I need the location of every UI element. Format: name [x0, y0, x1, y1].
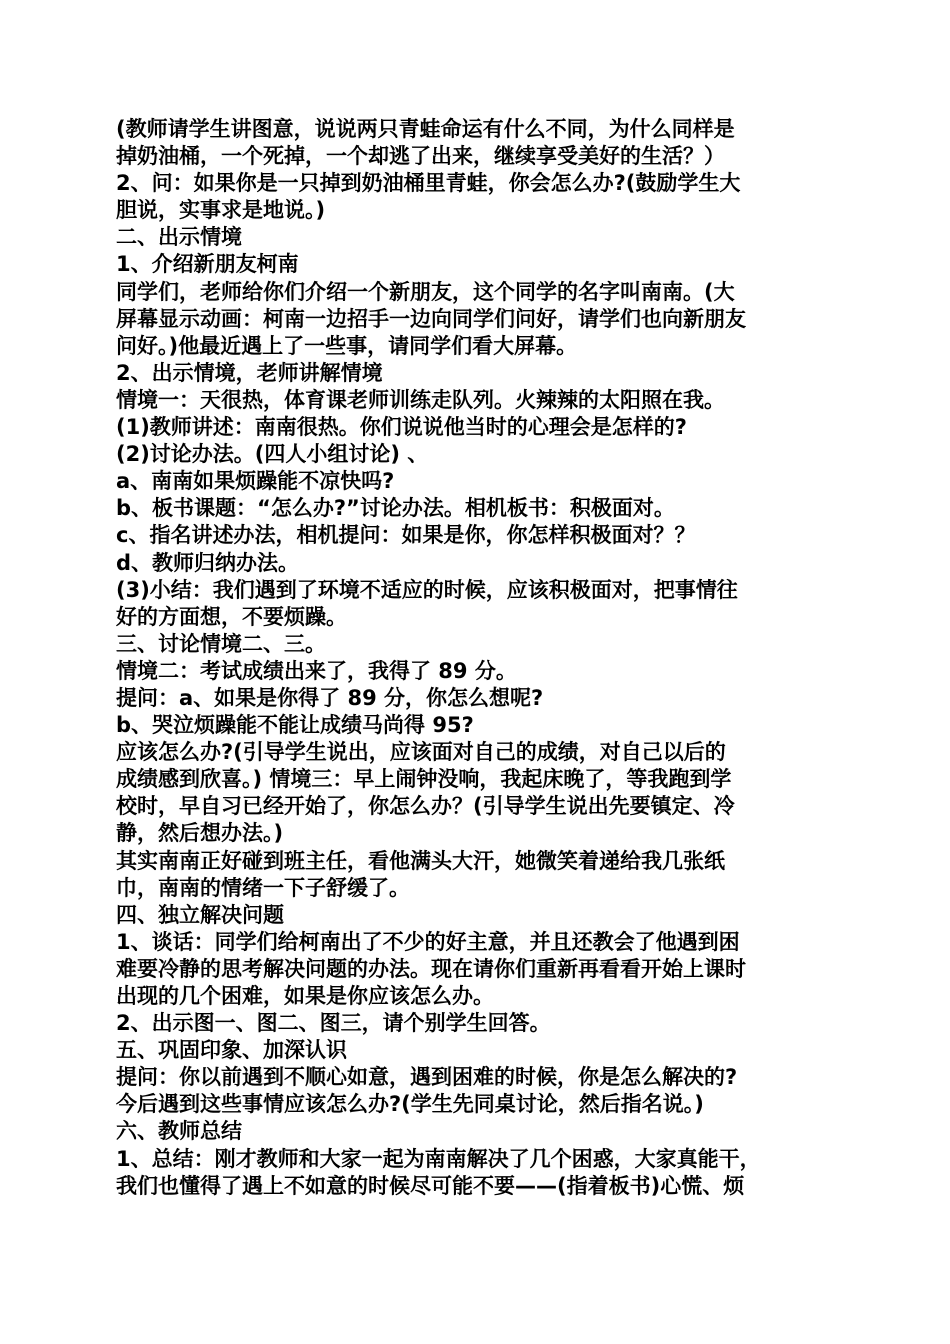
text-line: 今后遇到这些事情应该怎么办?(学生先同桌讨论，然后指名说。) [116, 1092, 704, 1117]
text-line: (1)教师讲述：南南很热。你们说说他当时的心理会是怎样的? [116, 415, 687, 440]
section-heading: 三、讨论情境二、三。 [116, 631, 326, 656]
text-line: 其实南南正好碰到班主任，看他满头大汗，她微笑着递给我几张纸 [116, 848, 725, 873]
text-line: b、哭泣烦躁能不能让成绩马尚得 95? [116, 713, 474, 738]
text-line: 屏幕显示动画：柯南一边招手一边向同学们问好，请学们也向新朋友 [116, 306, 746, 331]
text-line: 好的方面想，不要烦躁。 [116, 604, 347, 629]
text-line: 提问：你以前遇到不顺心如意，遇到困难的时候，你是怎么解决的? [116, 1065, 738, 1090]
text-line: 情境一：天很热，体育课老师训练走队列。火辣辣的太阳照在我。 [116, 387, 725, 412]
text-line: d、教师归纳办法。 [116, 550, 300, 575]
text-line: 1、介绍新朋友柯南 [116, 252, 299, 277]
text-line: 胆说，实事求是地说。) [116, 198, 326, 223]
text-line: 情境二：考试成绩出来了，我得了 89 分。 [116, 658, 517, 683]
text-line: 2、出示图一、图二、图三，请个别学生回答。 [116, 1011, 551, 1036]
text-line: 成绩感到欣喜。) 情境三：早上闹钟没响，我起床晚了，等我跑到学 [116, 767, 732, 792]
text-line: 2、问：如果你是一只掉到奶油桶里青蛙，你会怎么办?(鼓励学生大 [116, 171, 741, 196]
text-line: (教师请学生讲图意，说说两只青蛙命运有什么不同，为什么同样是 [116, 117, 735, 141]
text-line: a、南南如果烦躁能不凉快吗? [116, 469, 395, 494]
text-line: c、指名讲述办法，相机提问：如果是你，你怎样积极面对？？ [116, 523, 696, 548]
text-line: 校时，早自习已经开始了，你怎么办？(引导学生说出先要镇定、冷 [116, 794, 735, 819]
document-body [116, 116, 846, 1200]
text-line: 我们也懂得了遇上不如意的时候尽可能不要——(指着板书)心慌、烦 [116, 1173, 745, 1198]
text-line: 难要冷静的思考解决问题的办法。现在请你们重新再看看开始上课时 [116, 956, 746, 981]
text-line: 掉奶油桶，一个死掉，一个却逃了出来，继续享受美好的生活？） [116, 144, 725, 169]
section-heading: 五、巩固印象、加深认识 [116, 1038, 347, 1063]
text-line: 提问：a、如果是你得了 89 分，你怎么想呢? [116, 685, 544, 710]
section-heading: 四、独立解决问题 [116, 902, 284, 927]
section-heading: 六、教师总结 [116, 1119, 242, 1144]
text-line: 2、出示情境，老师讲解情境 [116, 360, 383, 385]
text-line: (3)小结：我们遇到了环境不适应的时候，应该积极面对，把事情往 [116, 577, 738, 602]
text-line: 静，然后想办法。) [116, 821, 284, 846]
text-line: 应该怎么办?(引导学生说出，应该面对自己的成绩，对自己以后的 [116, 740, 726, 765]
text-line: 1、总结：刚才教师和大家一起为南南解决了几个困惑，大家真能干， [116, 1146, 761, 1171]
section-heading: 二、出示情境 [116, 225, 242, 250]
text-line: b、板书课题：“怎么办?”讨论办法。相机板书：积极面对。 [116, 496, 675, 521]
text-line: (2)讨论办法。(四人小组讨论) 、 [116, 442, 429, 467]
text-line: 巾，南南的情绪一下子舒缓了。 [116, 875, 410, 900]
text-line: 1、谈话：同学们给柯南出了不少的好主意，并且还教会了他遇到困 [116, 929, 740, 954]
text-line: 出现的几个困难，如果是你应该怎么办。 [116, 984, 494, 1008]
text-line: 问好。)他最近遇上了一些事，请同学们看大屏幕。 [116, 333, 578, 358]
text-line: 同学们，老师给你们介绍一个新朋友，这个同学的名字叫南南。(大 [116, 279, 735, 304]
